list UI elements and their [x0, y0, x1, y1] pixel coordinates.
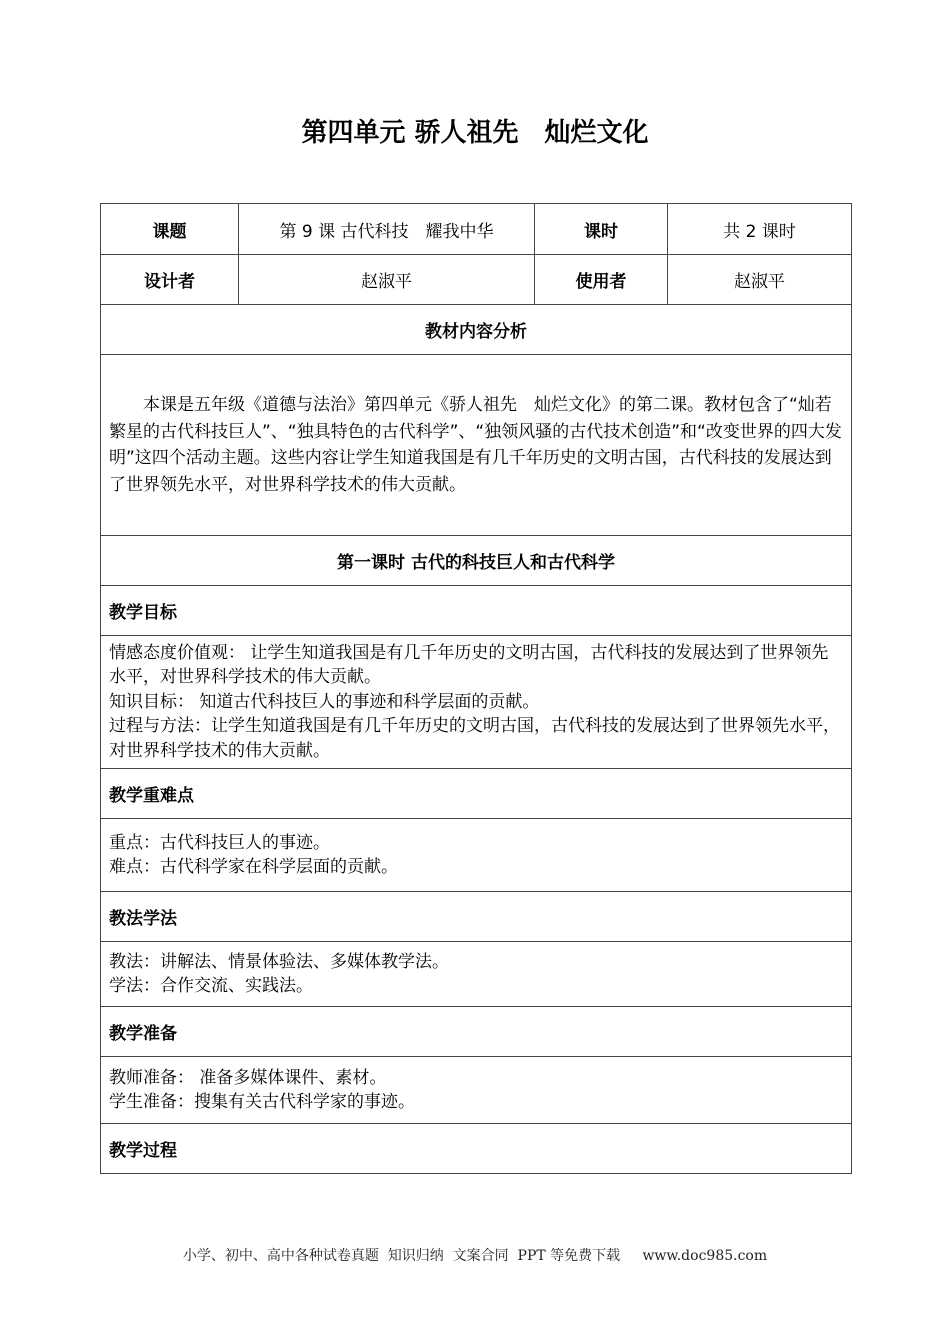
key-point: 重点：古代科技巨人的事迹。: [109, 832, 330, 853]
document-title: 第四单元 骄人祖先 灿烂文化: [301, 118, 649, 148]
analysis-heading: 教材内容分析: [101, 305, 852, 355]
designer-label: 设计者: [101, 255, 239, 305]
topic-value: 第 9 课 古代科技 耀我中华: [239, 204, 535, 255]
process-heading: 教学过程: [101, 1124, 852, 1174]
topic-label: 课题: [101, 204, 239, 255]
hours-label: 课时: [535, 204, 668, 255]
preparation-heading: 教学准备: [101, 1007, 852, 1057]
teaching-method: 教法：讲解法、情景体验法、多媒体教学法。: [109, 951, 449, 972]
preparation-content: [101, 1057, 852, 1124]
learning-method: 学法：合作交流、实践法。: [109, 976, 313, 996]
goals-heading: 教学目标: [101, 586, 852, 636]
methods-heading: 教法学法: [101, 892, 852, 942]
methods-content: [101, 942, 852, 1007]
hours-value: 共 2 课时: [668, 204, 852, 255]
analysis-text: 本课是五年级《道德与法治》第四单元《骄人祖先 灿烂文化》的第二课。教材包含了“灿若繁星的古代科技巨人”、“独具特色的古代科学”、“独领风骚的古代技术创造”和“改变世界的四大发明”这四个活动主题。这些内容让学生知道我国是有几千年历史的文明古国，古代科技的发展达到了世界领先水平，对世界科学技术的伟大贡献。: [101, 355, 852, 536]
footer-text: 小学、初中、高中各种试卷真题 知识归纳 文案合同 PPT 等免费下载 www.doc985.com: [182, 1248, 768, 1264]
student-preparation: 学生准备：搜集有关古代科学家的事迹。: [109, 1092, 415, 1112]
difficult-point: 难点：古代科学家在科学层面的贡献。: [109, 857, 398, 877]
key-points-content: [101, 819, 852, 892]
lesson1-heading: 第一课时 古代的科技巨人和古代科学: [101, 536, 852, 586]
goal-process: 过程与方法：让学生知道我国是有几千年历史的文明古国，古代科技的发展达到了世界领先水平，对世界科学技术的伟大贡献。: [109, 716, 840, 761]
key-points-heading: 教学重难点: [101, 769, 852, 819]
designer-value: 赵淑平: [239, 255, 535, 305]
lesson-plan-table: [100, 203, 852, 1174]
teacher-preparation: 教师准备： 准备多媒体课件、素材。: [109, 1067, 387, 1088]
goal-knowledge: 知识目标： 知道古代科技巨人的事迹和科学层面的贡献。: [109, 691, 540, 712]
goals-content: [101, 636, 852, 769]
user-value: 赵淑平: [668, 255, 852, 305]
goal-emotion: 情感态度价值观： 让学生知道我国是有几千年历史的文明古国，古代科技的发展达到了世界领先水平，对世界科学技术的伟大贡献。: [109, 642, 829, 688]
user-label: 使用者: [535, 255, 668, 305]
